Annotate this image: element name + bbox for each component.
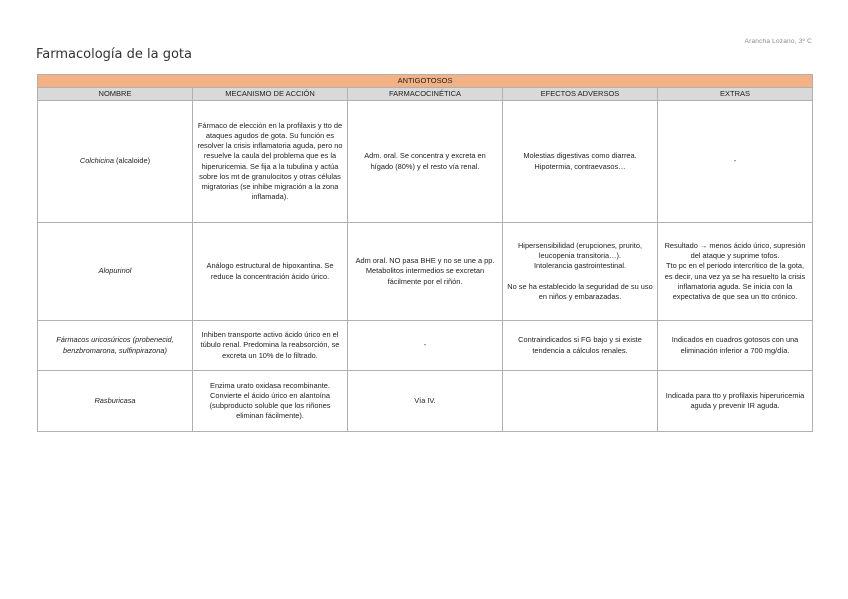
cell-extras: -	[658, 101, 813, 223]
efecto-line: No se ha establecido la seguridad de su uso en niños y embarazadas.	[507, 281, 653, 301]
cell-farmacocinetica: Vía IV.	[348, 371, 503, 432]
page-title: Farmacología de la gota	[36, 47, 192, 62]
cell-efectos	[503, 321, 658, 371]
drug-name-suffix: (alcaloide)	[113, 156, 151, 166]
drug-name: Colchicina	[79, 156, 114, 166]
table-row-uricosuricos	[38, 321, 813, 371]
efecto-line: Hipotermia, contraevasos…	[534, 161, 626, 171]
column-header-efectos: EFECTOS ADVERSOS	[503, 88, 658, 101]
cell-farmacocinetica: Adm oral. NO pasa BHE y no se une a pp. Metabolitos intermedios se excretan fácilmente por el riñón.	[348, 223, 503, 321]
cell-nombre	[38, 101, 193, 223]
column-header-farmacocinetica: FARMACOCINÉTICA	[348, 88, 503, 101]
cell-extras: Indicada para tto y profilaxis hiperuricemia aguda y prevenir IR aguda.	[658, 371, 813, 432]
column-header-extras: EXTRAS	[658, 88, 813, 101]
antigotosos-table	[37, 74, 813, 432]
drug-name: Rasburicasa	[94, 395, 136, 405]
efecto-line: Contraindicados si FG bajo y si existe tendencia a cálculos renales.	[518, 335, 642, 355]
column-header-mecanismo: MECANISMO DE ACCIÓN	[193, 88, 348, 101]
paragraph-gap	[507, 272, 653, 282]
drug-name: Fármacos uricosúricos (probenecid, benzbromarona, sulfinpirazona)	[56, 335, 174, 355]
cell-farmacocinetica: -	[348, 321, 503, 371]
extras-line: Tto pc en el periodo intercrítico de la gota, es decir, una vez ya se ha resuelto la crisis inflamatoria aguda. Se inicia con la expectativa de que sea un tto crónico.	[664, 261, 806, 301]
table-header-row	[38, 88, 813, 101]
cell-farmacocinetica: Adm. oral. Se concentra y excreta en hígado (80%) y el resto vía renal.	[348, 101, 503, 223]
column-header-nombre: NOMBRE	[38, 88, 193, 101]
efecto-line: Hipersensibilidad (erupciones, prurito, leucopenia transitoria…).	[517, 240, 643, 261]
cell-extras	[658, 223, 813, 321]
drug-name: Alopurinol	[98, 266, 132, 276]
cell-mecanismo: Inhiben transporte activo ácido úrico en el túbulo renal. Predomina la reabsorción, se excreta un 10% de lo filtrado.	[193, 321, 348, 371]
cell-efectos	[503, 223, 658, 321]
cell-mecanismo: Fármaco de elección en la profilaxis y tto de ataques agudos de gota. Su función es resolver la crisis inflamatoria aguda, pero no resuelve la caula del problema que es la hiperuricemia. Se fija a la tubulina y actúa sobre los mt de granulocitos y otras células migratorias (se inhibe migración a la zona inflamada).	[193, 101, 348, 223]
efecto-line: Molestias digestivas como diarrea.	[523, 151, 637, 161]
cell-extras: Indicados en cuadros gotosos con una eliminación inferior a 700 mg/día.	[658, 321, 813, 371]
cell-efectos	[503, 101, 658, 223]
efecto-line: Intolerancia gastrointestinal.	[533, 261, 627, 271]
author-label: Arancha Lozano, 3º C	[744, 38, 812, 45]
table-row-alopurinol	[38, 223, 813, 321]
table-banner: ANTIGOTOSOS	[38, 75, 813, 88]
cell-efectos	[503, 371, 658, 432]
table-row-colchicina	[38, 101, 813, 223]
table-row-rasburicasa	[38, 371, 813, 432]
cell-nombre	[38, 321, 193, 371]
cell-nombre	[38, 223, 193, 321]
table-banner-row	[38, 75, 813, 88]
cell-mecanismo: Análogo estructural de hipoxantina. Se reduce la concentración ácido úrico.	[193, 223, 348, 321]
cell-mecanismo: Enzima urato oxidasa recombinante. Convierte el ácido úrico en alantoína (subproducto soluble que los riñones eliminan fácilmente).	[193, 371, 348, 432]
extras-line: Resultado → menos ácido úrico, supresión del ataque y suprime tofos.	[664, 240, 806, 261]
cell-nombre	[38, 371, 193, 432]
